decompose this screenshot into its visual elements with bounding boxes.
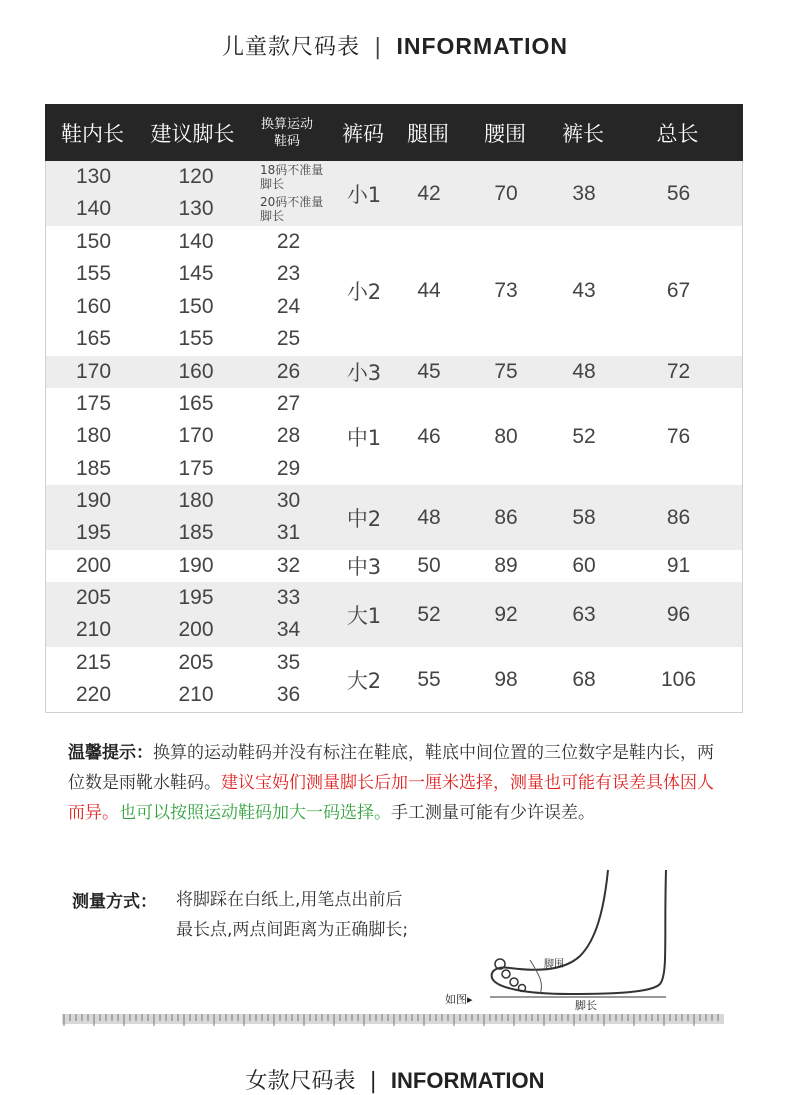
cell-insole: 130	[75, 165, 112, 188]
table-body	[45, 161, 743, 713]
cell-length: 48	[572, 360, 596, 383]
cell-foot: 190	[178, 554, 214, 577]
cell-sport: 28	[276, 424, 301, 447]
cell-waist: 86	[494, 505, 518, 529]
header-total: 总长	[656, 121, 699, 146]
cell-sport: 20码不准量脚长	[260, 195, 324, 223]
cell-foot: 200	[178, 618, 214, 641]
title-en: INFORMATION	[396, 33, 568, 59]
cell-sport: 18码不准量脚长	[260, 163, 324, 191]
cell-total: 56	[666, 181, 691, 205]
cell-foot: 195	[178, 586, 214, 609]
cell-sport: 22	[276, 230, 301, 253]
cell-pant: 小1	[346, 182, 382, 207]
cell-foot: 210	[178, 683, 214, 706]
cell-insole: 190	[75, 489, 112, 512]
cell-sport: 24	[276, 295, 301, 318]
cell-insole: 195	[75, 521, 112, 544]
size-table	[45, 104, 743, 713]
header-pant-size: 裤码	[342, 121, 384, 146]
cell-insole: 170	[75, 360, 112, 383]
ruler-graphic	[62, 1012, 724, 1030]
cell-total: 106	[660, 667, 697, 691]
header-waist: 腰围	[484, 121, 526, 146]
cell-foot: 140	[178, 230, 214, 253]
cell-total: 96	[666, 602, 691, 626]
cell-insole: 205	[75, 586, 112, 609]
cell-waist: 70	[494, 181, 518, 205]
cell-sport: 36	[276, 683, 301, 706]
cell-sport: 30	[276, 489, 301, 512]
cell-total: 91	[666, 554, 691, 577]
cell-leg: 48	[417, 505, 441, 529]
foot-length-label: 脚长	[575, 999, 597, 1012]
cell-foot: 145	[178, 262, 214, 285]
table-header	[45, 104, 743, 161]
cell-insole: 185	[75, 457, 112, 480]
cell-foot: 130	[178, 197, 214, 220]
cell-total: 76	[666, 424, 691, 448]
cell-length: 58	[572, 505, 596, 529]
cell-pant: 大2	[346, 668, 382, 693]
cell-foot: 150	[178, 295, 214, 318]
cell-pant: 小3	[346, 361, 382, 385]
cell-pant: 中3	[346, 555, 382, 579]
foot-illustration	[470, 860, 700, 1010]
cell-insole: 180	[75, 424, 112, 447]
cell-pant: 中1	[346, 425, 382, 450]
cell-foot: 185	[178, 521, 214, 544]
cell-sport: 29	[276, 457, 301, 480]
example-label: 如图▸	[445, 993, 473, 1006]
cell-insole: 165	[75, 327, 112, 350]
table-row-group	[46, 161, 742, 226]
table-row-group	[46, 388, 742, 485]
cell-insole: 200	[75, 554, 112, 577]
cell-length: 60	[572, 554, 596, 577]
footer-separator: |	[369, 1069, 377, 1094]
cell-total: 72	[666, 360, 691, 383]
table-row-group	[46, 550, 742, 582]
cell-leg: 55	[417, 667, 441, 691]
header-pant-length: 裤长	[562, 121, 604, 146]
tips-red-text: 建议宝妈们测量脚长后加一厘米选择，测量也可能有误差具体因人而异。	[68, 773, 714, 823]
cell-leg: 50	[417, 554, 441, 577]
table-row-group	[46, 647, 742, 712]
cell-insole: 215	[75, 651, 112, 674]
cell-leg: 44	[417, 279, 441, 302]
cell-leg: 42	[417, 181, 441, 205]
cell-foot: 120	[178, 165, 214, 188]
cell-foot: 205	[178, 651, 214, 674]
cell-insole: 160	[75, 295, 112, 318]
cell-sport: 27	[276, 392, 301, 415]
cell-length: 52	[572, 424, 596, 448]
header-insole: 鞋内长	[61, 121, 124, 146]
cell-waist: 75	[494, 360, 518, 383]
cell-insole: 210	[75, 618, 112, 641]
cell-length: 68	[572, 667, 596, 691]
title-cn: 儿童款尺码表	[222, 35, 361, 60]
table-row-group	[46, 582, 742, 647]
cell-waist: 73	[494, 279, 518, 302]
cell-sport: 25	[276, 327, 301, 350]
footer-title	[0, 1064, 790, 1095]
cell-sport: 26	[276, 360, 301, 383]
cell-sport: 35	[276, 651, 301, 674]
cell-foot: 160	[178, 360, 214, 383]
cell-pant: 大1	[346, 603, 382, 628]
cell-leg: 46	[417, 424, 441, 448]
cell-insole: 150	[75, 230, 112, 253]
tips-text-2: 手工测量可能有少许误差。	[391, 803, 595, 823]
tips-paragraph	[68, 738, 718, 828]
cell-insole: 155	[75, 262, 112, 285]
tips-text-1: 换算的运动鞋码并没有标注在鞋底，鞋底中间位置的三位数字是鞋内长，两位数是雨靴水鞋码。	[68, 743, 714, 793]
cell-insole: 175	[75, 392, 112, 415]
measure-text: 将脚踩在白纸上,用笔点出前后最长点,两点间距离为正确脚长;	[176, 890, 409, 940]
header-sport-size: 换算运动鞋码	[260, 116, 313, 149]
cell-sport: 34	[276, 618, 301, 641]
table-row-group	[46, 485, 742, 550]
footer-title-en: INFORMATION	[390, 1068, 545, 1093]
header-leg: 腿围	[407, 121, 449, 146]
title-separator: |	[374, 35, 383, 60]
cell-insole: 220	[75, 683, 112, 706]
cell-pant: 中2	[346, 506, 382, 531]
cell-leg: 45	[417, 360, 441, 383]
cell-length: 63	[572, 602, 596, 626]
cell-sport: 31	[276, 521, 301, 544]
footer-title-cn: 女款尺码表	[245, 1069, 356, 1094]
cell-total: 67	[666, 279, 691, 302]
foot-girth-label: 脚围	[544, 959, 564, 970]
cell-waist: 89	[494, 554, 518, 577]
cell-waist: 80	[494, 424, 518, 448]
cell-foot: 180	[178, 489, 214, 512]
cell-pant: 小2	[346, 280, 382, 304]
tips-green-text: 也可以按照运动鞋码加大一码选择。	[119, 803, 391, 823]
cell-sport: 33	[276, 586, 301, 609]
cell-waist: 98	[494, 667, 518, 691]
table-row-group	[46, 226, 742, 356]
cell-foot: 155	[178, 327, 214, 350]
cell-foot: 175	[178, 457, 214, 480]
page-title	[0, 30, 790, 61]
cell-sport: 32	[276, 554, 301, 577]
cell-foot: 170	[178, 424, 214, 447]
cell-length: 43	[572, 279, 596, 302]
cell-total: 86	[666, 505, 691, 529]
measure-label: 测量方式：	[72, 892, 157, 912]
cell-sport: 23	[276, 262, 301, 285]
cell-leg: 52	[417, 602, 441, 626]
cell-foot: 165	[178, 392, 214, 415]
cell-insole: 140	[75, 197, 112, 220]
table-row-group	[46, 356, 742, 388]
tips-label: 温馨提示：	[68, 743, 153, 763]
header-foot-length: 建议脚长	[150, 121, 235, 146]
cell-length: 38	[572, 181, 596, 205]
cell-waist: 92	[494, 602, 518, 626]
